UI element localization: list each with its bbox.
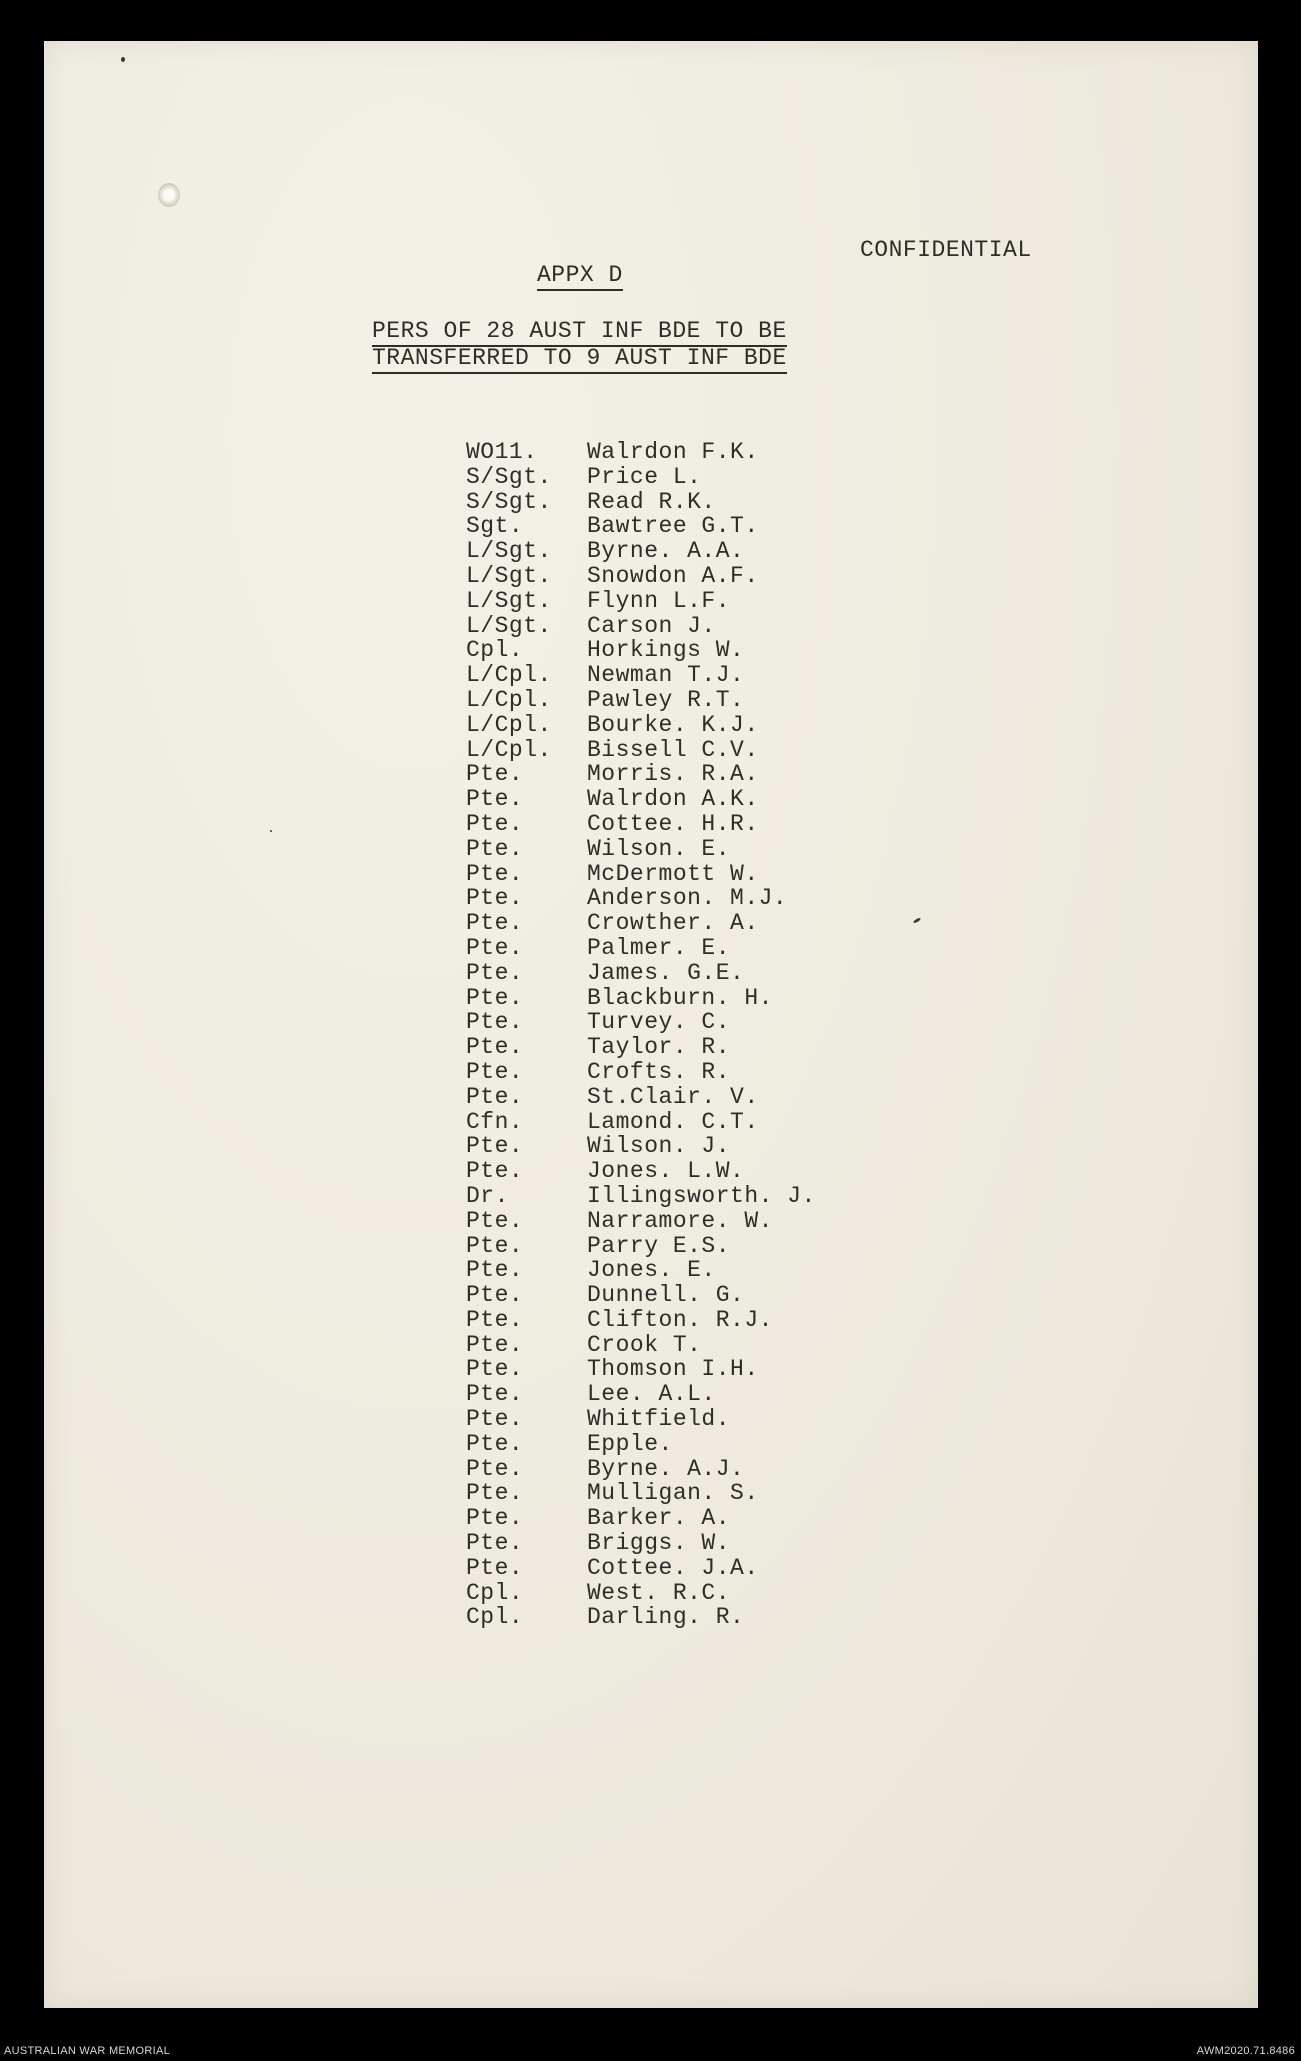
person-name: Flynn L.F. <box>587 587 731 614</box>
appendix-label: APPX D <box>537 262 623 291</box>
person-name: Morris. R.A. <box>587 761 759 788</box>
rank: Pte. <box>466 1257 524 1284</box>
person-name: Anderson. M.J. <box>587 885 788 912</box>
rank: L/Sgt. <box>466 612 552 639</box>
person-name: Illingsworth. J. <box>587 1182 816 1209</box>
person-name: Thomson I.H. <box>587 1356 759 1383</box>
person-name: Crook T. <box>587 1331 702 1358</box>
person-name: Snowdon A.F. <box>587 562 759 589</box>
rank: Pte. <box>466 786 524 813</box>
roster-row <box>466 862 816 887</box>
person-name: Byrne. A.J. <box>587 1455 745 1482</box>
rank: Pte. <box>466 1282 524 1309</box>
roster-row <box>466 837 816 862</box>
person-name: Pawley R.T. <box>587 686 745 713</box>
roster-row <box>466 1085 816 1110</box>
person-name: Bissell C.V. <box>587 736 759 763</box>
rank: Pte. <box>466 1058 524 1085</box>
person-name: Whitfield. <box>587 1406 731 1433</box>
rank: Pte. <box>466 1406 524 1433</box>
rank: Pte. <box>466 1430 524 1457</box>
roster-row <box>466 1531 816 1556</box>
person-name: Jones. E. <box>587 1257 716 1284</box>
roster-row <box>466 440 816 465</box>
roster-row <box>466 911 816 936</box>
rank: L/Cpl. <box>466 736 552 763</box>
rank: Cpl. <box>466 1579 524 1606</box>
rank: Pte. <box>466 1530 524 1557</box>
roster-row <box>466 738 816 763</box>
roster-row <box>466 1283 816 1308</box>
rank: L/Cpl. <box>466 711 552 738</box>
roster-row <box>466 1457 816 1482</box>
roster-row <box>466 490 816 515</box>
person-name: Epple. <box>587 1430 673 1457</box>
rank: Cfn. <box>466 1108 524 1135</box>
person-name: Bourke. K.J. <box>587 711 759 738</box>
roster-row <box>466 564 816 589</box>
roster-row <box>466 1134 816 1159</box>
person-name: Walrdon A.K. <box>587 786 759 813</box>
roster-row <box>466 1432 816 1457</box>
document-heading-line-1: PERS OF 28 AUST INF BDE TO BE <box>372 318 787 347</box>
rank: Dr. <box>466 1182 509 1209</box>
rank: Pte. <box>466 1455 524 1482</box>
person-name: Jones. L.W. <box>587 1158 745 1185</box>
person-name: Turvey. C. <box>587 1009 731 1036</box>
rank: Cpl. <box>466 1604 524 1631</box>
person-name: Read R.K. <box>587 488 716 515</box>
rank: Cpl. <box>466 637 524 664</box>
roster-row <box>466 936 816 961</box>
rank: Pte. <box>466 885 524 912</box>
roster-row <box>466 688 816 713</box>
person-name: Mulligan. S. <box>587 1480 759 1507</box>
person-name: Wilson. J. <box>587 1133 731 1160</box>
roster-row <box>466 1060 816 1085</box>
person-name: Barker. A. <box>587 1505 731 1532</box>
rank: L/Cpl. <box>466 662 552 689</box>
roster-row <box>466 514 816 539</box>
roster-row <box>466 1209 816 1234</box>
roster-row <box>466 638 816 663</box>
person-name: Crowther. A. <box>587 910 759 937</box>
rank: Pte. <box>466 1133 524 1160</box>
rank: WO11. <box>466 439 538 465</box>
rank: Pte. <box>466 810 524 837</box>
rank: Pte. <box>466 1356 524 1383</box>
person-name: Lamond. C.T. <box>587 1108 759 1135</box>
person-name: Wilson. E. <box>587 835 731 862</box>
document-heading-line-2: TRANSFERRED TO 9 AUST INF BDE <box>372 345 787 374</box>
rank: Pte. <box>466 835 524 862</box>
classification-label: CONFIDENTIAL <box>860 237 1032 263</box>
roster-row <box>466 1333 816 1358</box>
roster-row <box>466 1407 816 1432</box>
person-name: Cottee. J.A. <box>587 1554 759 1581</box>
roster-row <box>466 986 816 1011</box>
rank: Pte. <box>466 1480 524 1507</box>
roster-row <box>466 1234 816 1259</box>
rank: Pte. <box>466 1554 524 1581</box>
person-name: Newman T.J. <box>587 662 745 689</box>
rank: Pte. <box>466 1083 524 1110</box>
footer-institution: AUSTRALIAN WAR MEMORIAL <box>4 2045 171 2057</box>
roster-row <box>466 465 816 490</box>
person-name: Bawtree G.T. <box>587 513 759 540</box>
roster-row <box>466 1035 816 1060</box>
footer-accession-number: AWM2020.71.8486 <box>1196 2045 1295 2057</box>
roster-row <box>466 539 816 564</box>
roster-row <box>466 1308 816 1333</box>
roster-row <box>466 1556 816 1581</box>
person-name: Cottee. H.R. <box>587 810 759 837</box>
person-name: Taylor. R. <box>587 1034 731 1061</box>
person-name: Walrdon F.K. <box>587 439 759 465</box>
roster-row <box>466 1581 816 1606</box>
rank: Pte. <box>466 1331 524 1358</box>
roster-row <box>466 812 816 837</box>
roster-row <box>466 713 816 738</box>
rank: Pte. <box>466 959 524 986</box>
roster-row <box>466 787 816 812</box>
roster-row <box>466 1010 816 1035</box>
roster-row <box>466 589 816 614</box>
roster-row <box>466 1184 816 1209</box>
rank: L/Sgt. <box>466 562 552 589</box>
punch-hole <box>158 183 180 207</box>
personnel-roster <box>466 440 816 1630</box>
person-name: McDermott W. <box>587 860 759 887</box>
person-name: Briggs. W. <box>587 1530 731 1557</box>
person-name: Narramore. W. <box>587 1207 773 1234</box>
person-name: Lee. A.L. <box>587 1381 716 1408</box>
rank: L/Sgt. <box>466 587 552 614</box>
ink-speck <box>270 830 272 832</box>
rank: S/Sgt. <box>466 463 552 490</box>
roster-row <box>466 1357 816 1382</box>
roster-row <box>466 663 816 688</box>
rank: Sgt. <box>466 513 524 540</box>
rank: Pte. <box>466 761 524 788</box>
rank: Pte. <box>466 984 524 1011</box>
person-name: Palmer. E. <box>587 934 731 961</box>
roster-row <box>466 886 816 911</box>
rank: L/Sgt. <box>466 538 552 565</box>
person-name: Blackburn. H. <box>587 984 773 1011</box>
person-name: Crofts. R. <box>587 1058 731 1085</box>
rank: Pte. <box>466 934 524 961</box>
person-name: Horkings W. <box>587 637 745 664</box>
person-name: St.Clair. V. <box>587 1083 759 1110</box>
rank: Pte. <box>466 1207 524 1234</box>
person-name: Price L. <box>587 463 702 490</box>
roster-row <box>466 1605 816 1630</box>
rank: Pte. <box>466 1505 524 1532</box>
roster-row <box>466 1110 816 1135</box>
rank: Pte. <box>466 860 524 887</box>
person-name: Byrne. A.A. <box>587 538 745 565</box>
rank: Pte. <box>466 1381 524 1408</box>
rank: Pte. <box>466 1306 524 1333</box>
roster-row <box>466 614 816 639</box>
roster-row <box>466 1159 816 1184</box>
person-name: Darling. R. <box>587 1604 745 1631</box>
ink-speck <box>121 57 125 62</box>
roster-row <box>466 1382 816 1407</box>
roster-row <box>466 1506 816 1531</box>
rank: Pte. <box>466 1158 524 1185</box>
roster-row <box>466 1258 816 1283</box>
person-name: Clifton. R.J. <box>587 1306 773 1333</box>
rank: Pte. <box>466 910 524 937</box>
person-name: Dunnell. G. <box>587 1282 745 1309</box>
person-name: Carson J. <box>587 612 716 639</box>
rank: Pte. <box>466 1009 524 1036</box>
person-name: Parry E.S. <box>587 1232 731 1259</box>
rank: L/Cpl. <box>466 686 552 713</box>
person-name: James. G.E. <box>587 959 745 986</box>
roster-row <box>466 762 816 787</box>
roster-row <box>466 1481 816 1506</box>
rank: S/Sgt. <box>466 488 552 515</box>
rank: Pte. <box>466 1034 524 1061</box>
roster-row <box>466 961 816 986</box>
person-name: West. R.C. <box>587 1579 731 1606</box>
rank: Pte. <box>466 1232 524 1259</box>
